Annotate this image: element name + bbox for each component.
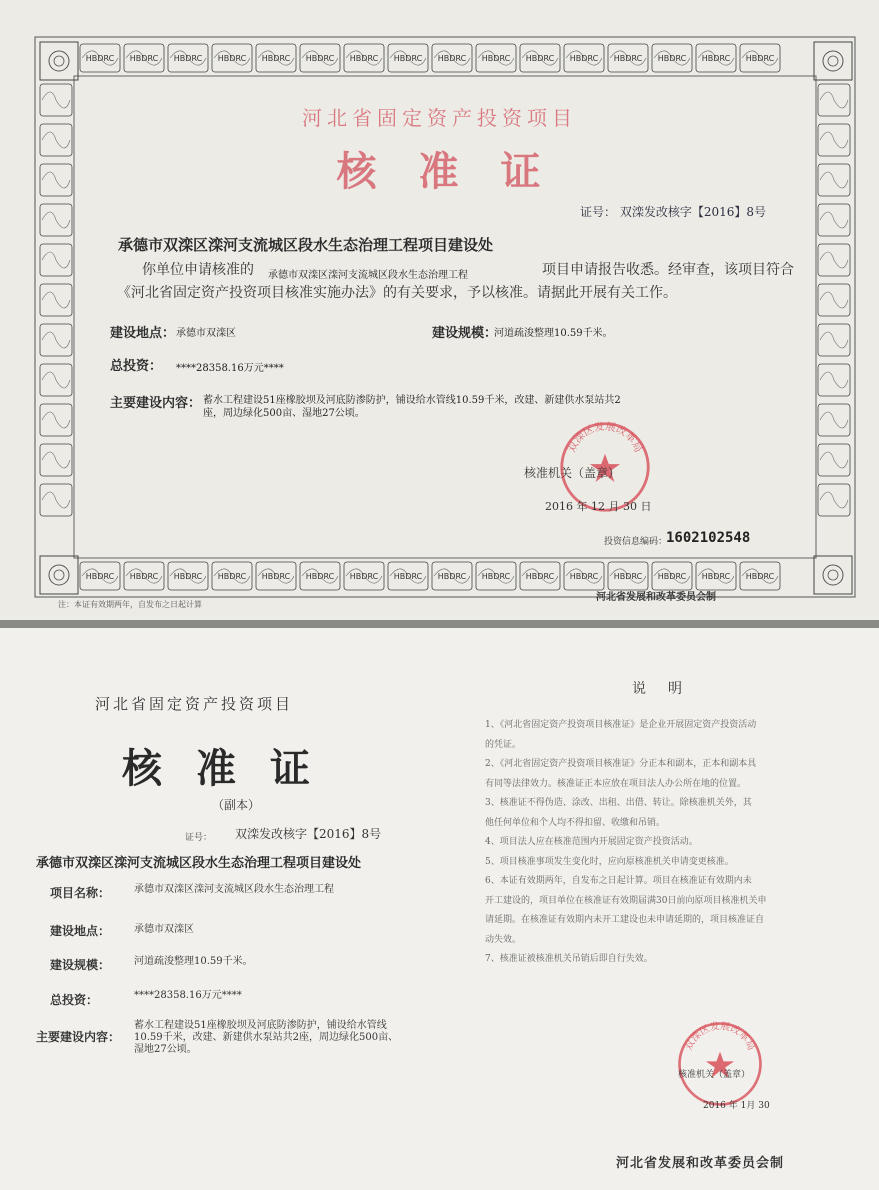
location-value: 承德市双滦区 xyxy=(176,328,236,339)
svg-text:HBDRC: HBDRC xyxy=(217,54,247,63)
investment-code-label: 投资信息编码： xyxy=(604,537,668,547)
svg-text:HBDRC: HBDRC xyxy=(173,54,203,63)
svg-text:HBDRC: HBDRC xyxy=(481,54,511,63)
svg-text:HBDRC: HBDRC xyxy=(393,54,423,63)
project-name: 承德市双滦区滦河支流城区段水生态治理工程 xyxy=(268,270,468,281)
svg-text:HBDRC: HBDRC xyxy=(701,54,731,63)
svg-text:HBDRC: HBDRC xyxy=(613,54,643,63)
svg-text:HBDRC: HBDRC xyxy=(613,572,643,581)
svg-text:HBDRC: HBDRC xyxy=(745,54,775,63)
certificate-title-line1: 河北省固定资产投资项目 xyxy=(302,106,577,130)
approval-text-line2: 《河北省固定资产投资项目核准实施办法》的有关要求，予以核准。请据此开展有关工作。 xyxy=(117,285,677,301)
explanation-line: 5、项目核准事项发生变化时，应向原核准机关申请变更核准。 xyxy=(485,856,734,867)
svg-text:HBDRC: HBDRC xyxy=(569,572,599,581)
copy-location-value: 承德市双滦区 xyxy=(134,924,194,935)
svg-text:HBDRC: HBDRC xyxy=(85,54,115,63)
investment-label: 总投资： xyxy=(110,359,163,374)
copy-title-line1: 河北省固定资产投资项目 xyxy=(95,695,294,713)
explanation-list xyxy=(485,716,830,970)
approval-date: 2016 年 12 月 30 日 xyxy=(545,500,652,513)
copy-label: （副本） xyxy=(212,798,261,812)
copy-location-label: 建设地点： xyxy=(50,924,111,938)
copy-applicant-unit: 承德市双滦区滦河支流城区段水生态治理工程项目建设处 xyxy=(36,856,362,871)
content-value: 蓄水工程建设51座橡胶坝及河底防渗防护，铺设给水管线10.59千米，改建、新建供水泵站共2座，周边绿化500亩、湿地27公顷。 xyxy=(203,395,621,419)
approval-text-end: 项目申请报告收悉。经审查，该项目符合 xyxy=(542,262,794,278)
copy-project-name-label: 项目名称： xyxy=(50,886,111,900)
svg-text:HBDRC: HBDRC xyxy=(481,572,511,581)
investment-code: 1602102548 xyxy=(666,530,751,546)
explanation-line: 请延期。在核准证有效期内未开工建设也未申请延期的，项目核准证自 xyxy=(485,915,765,925)
svg-text:HBDRC: HBDRC xyxy=(437,54,467,63)
svg-text:双滦区发展改革局: 双滦区发展改革局 xyxy=(565,420,645,455)
copy-content-label: 主要建设内容： xyxy=(36,1030,121,1044)
copy-official-seal xyxy=(676,1020,764,1108)
svg-text:HBDRC: HBDRC xyxy=(349,572,379,581)
scale-value: 河道疏浚整理10.59千米。 xyxy=(494,328,613,339)
copy-content-value: 蓄水工程建设51座橡胶坝及河底防渗防护，铺设给水管线10.59千米，改建、新建供水泵站共2座，周边绿化500亩、湿地27公顷。 xyxy=(134,1020,399,1055)
validity-note: 注：本证有效期两年，自发布之日起计算 xyxy=(58,600,202,609)
approval-text-start: 你单位申请核准的 xyxy=(142,262,254,278)
svg-text:HBDRC: HBDRC xyxy=(745,572,775,581)
issuer: 河北省发展和改革委员会制 xyxy=(596,592,716,603)
explanation-line: 他任何单位和个人均不得扣留、收缴和吊销。 xyxy=(485,817,666,828)
svg-text:HBDRC: HBDRC xyxy=(657,54,687,63)
svg-text:HBDRC: HBDRC xyxy=(349,54,379,63)
svg-text:HBDRC: HBDRC xyxy=(525,572,555,581)
copy-scale-value: 河道疏浚整理10.59千米。 xyxy=(134,956,253,967)
copy-issuer: 河北省发展和改革委员会制 xyxy=(616,1156,785,1171)
content-label: 主要建设内容： xyxy=(110,396,202,411)
svg-text:HBDRC: HBDRC xyxy=(217,572,247,581)
copy-certificate-number-label: 证号： xyxy=(185,833,213,843)
explanation-line: 动失效。 xyxy=(485,934,522,945)
certificate-number: 证号： 双滦发改核字【2016】8号 xyxy=(580,205,766,219)
svg-text:HBDRC: HBDRC xyxy=(701,572,731,581)
explanation-line: 的凭证。 xyxy=(485,739,522,750)
copy-investment-value: ****28358.16万元**** xyxy=(134,990,242,1001)
scale-label: 建设规模： xyxy=(432,326,498,341)
svg-text:HBDRC: HBDRC xyxy=(437,572,467,581)
svg-text:HBDRC: HBDRC xyxy=(305,572,335,581)
explanation-line: 7、核准证被核准机关吊销后即自行失效。 xyxy=(485,954,653,964)
svg-text:HBDRC: HBDRC xyxy=(569,54,599,63)
copy-investment-label: 总投资： xyxy=(50,993,99,1007)
svg-text:HBDRC: HBDRC xyxy=(657,572,687,581)
applicant-unit: 承德市双滦区滦河支流城区段水生态治理工程项目建设处 xyxy=(118,236,494,254)
svg-text:HBDRC: HBDRC xyxy=(305,54,335,63)
investment-value: ****28358.16万元**** xyxy=(176,363,284,374)
svg-text:HBDRC: HBDRC xyxy=(173,572,203,581)
copy-approval-date: 2016 年 1月 30 xyxy=(703,1101,770,1111)
location-label: 建设地点： xyxy=(110,326,176,341)
explanation-line: 4、项目法人应在核准范围内开展固定资产投资活动。 xyxy=(485,837,698,847)
copy-certificate-number: 双滦发改核字【2016】8号 xyxy=(235,827,382,841)
svg-text:HBDRC: HBDRC xyxy=(261,54,291,63)
svg-text:HBDRC: HBDRC xyxy=(129,572,159,581)
copy-approval-authority: 核准机关（盖章） xyxy=(678,1070,751,1080)
explanation-line: 开工建设的，项目单位在核准证有效期届满30日前向原项目核准机关申 xyxy=(485,895,767,906)
explanation-line: 2、《河北省固定资产投资项目核准证》分正本和副本，正本和副本具 xyxy=(485,759,757,769)
explanation-title: 说明 xyxy=(632,681,704,697)
copy-scale-label: 建设规模： xyxy=(50,958,111,972)
svg-text:HBDRC: HBDRC xyxy=(525,54,555,63)
certificate-title: 核准证 xyxy=(336,148,583,195)
svg-text:HBDRC: HBDRC xyxy=(393,572,423,581)
explanation-line: 6、本证有效期两年，自发布之日起计算。项目在核准证有效期内未 xyxy=(485,876,752,886)
svg-text:HBDRC: HBDRC xyxy=(129,54,159,63)
svg-text:HBDRC: HBDRC xyxy=(85,572,115,581)
explanation-line: 3、核准证不得伪造、涂改、出租、出借、转让。除核准机关外，其 xyxy=(485,798,752,808)
explanation-line: 1、《河北省固定资产投资项目核准证》是企业开展固定资产投资活动 xyxy=(485,720,757,730)
copy-title: 核准证 xyxy=(122,745,344,792)
approval-authority: 核准机关（盖章） xyxy=(524,466,621,480)
explanation-line: 有同等法律效力。核准证正本应放在项目法人办公所在地的位置。 xyxy=(485,778,747,789)
copy-project-name: 承德市双滦区滦河支流城区段水生态治理工程 xyxy=(134,884,334,895)
svg-text:双滦区发展改革局: 双滦区发展改革局 xyxy=(683,1020,757,1053)
svg-text:HBDRC: HBDRC xyxy=(261,572,291,581)
